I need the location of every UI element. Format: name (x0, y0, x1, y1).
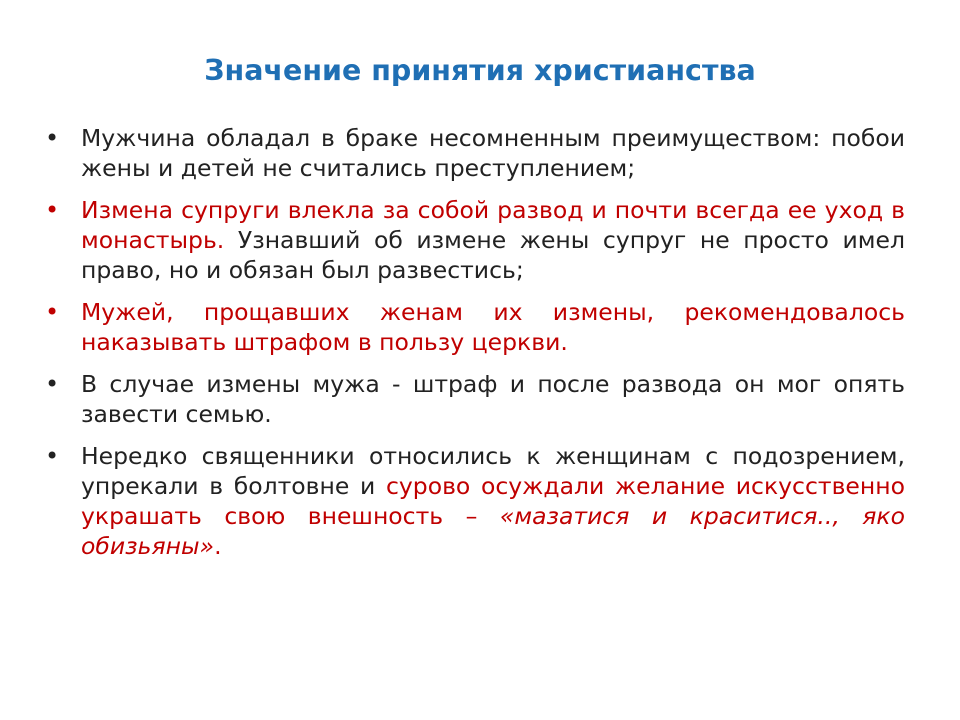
bullet-text: Нередко священники относились к женщинам с подозрением, упрекали в болтовне и (81, 442, 905, 500)
bullet-item (45, 123, 905, 183)
bullet-text: В случае измены мужа - штраф и после развода он мог опять завести семью. (81, 370, 905, 428)
bullet-emphasis-text: Измена супруги влекла за собой развод и почти всегда ее уход в монастырь. (81, 196, 905, 254)
bullet-quote-text: «мазатися и краситися.., яко обизьяны» (81, 502, 905, 560)
bullet-item (45, 369, 905, 429)
bullet-emphasis-text: Мужей, прощавших женам их измены, рекомендовалось наказывать штрафом в пользу церкви. (81, 298, 905, 356)
bullet-text: Мужчина обладал в браке несомненным преимуществом: побои жены и детей не считались преступлением; (81, 124, 905, 182)
bullet-icon: • (45, 370, 60, 398)
bullet-icon: • (45, 124, 60, 152)
bullet-item (45, 441, 905, 561)
bullet-list (45, 123, 905, 573)
bullet-icon: • (45, 442, 60, 470)
bullet-end-punctuation: . (214, 532, 222, 560)
bullet-text: Узнавший об измене жены супруг не просто имел право, но и обязан был развестись; (81, 226, 905, 284)
bullet-item (45, 195, 905, 285)
slide-title: Значение принятия христианства (204, 54, 756, 87)
bullet-item (45, 297, 905, 357)
bullet-icon: • (45, 298, 60, 326)
bullet-icon: • (45, 196, 60, 224)
bullet-emphasis-text: сурово осуждали желание искусственно украшать свою внешность – (81, 472, 905, 530)
